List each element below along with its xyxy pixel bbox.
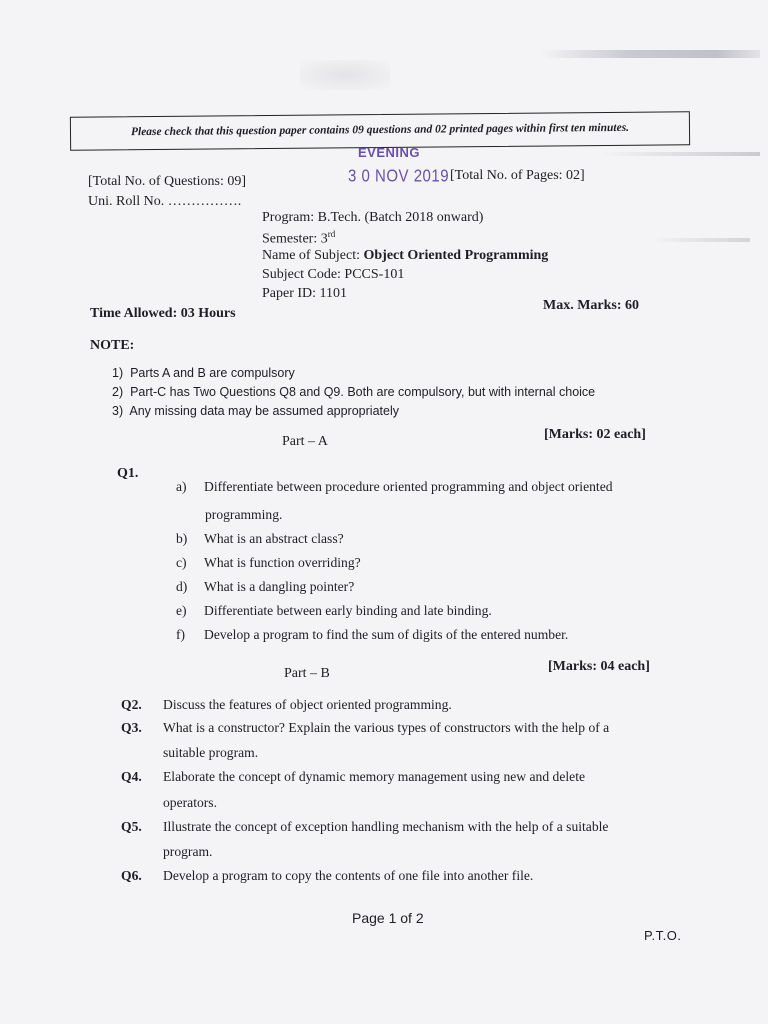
question (121, 720, 609, 736)
question-continuation: program. (163, 844, 213, 859)
subquestion-label: e) (176, 603, 187, 618)
question-number: Q1. (117, 466, 139, 481)
subquestion (176, 627, 568, 643)
subquestion-text: What is an abstract class? (204, 531, 344, 546)
subquestion-label: a) (176, 479, 187, 494)
question (121, 819, 608, 835)
instruction-text: Please check that this question paper contains 09 questions and 02 printed pages within first ten minutes. (130, 121, 630, 139)
semester-superscript: rd (327, 229, 336, 239)
question (121, 769, 585, 785)
question-number: Q5. (121, 819, 142, 834)
subquestion-label: b) (176, 531, 188, 546)
note-item (112, 402, 595, 421)
subject-name: Object Oriented Programming (363, 248, 549, 263)
question-number: Q2. (121, 697, 142, 712)
date-stamp: 3 0 NOV 2019 (348, 166, 450, 187)
question-text: What is a constructor? Explain the various types of constructors with the help of a (163, 720, 610, 735)
total-pages: [Total No. of Pages: 02] (450, 168, 585, 183)
subquestion (176, 555, 361, 571)
subject-code: Subject Code: PCCS-101 (262, 267, 405, 282)
semester-line (262, 229, 335, 248)
subject-label: Name of Subject: (262, 248, 364, 263)
question-text: Discuss the features of object oriented programming. (163, 697, 452, 712)
part-a-title: Part – A (282, 434, 328, 449)
subquestion (176, 579, 354, 595)
pto-label: P.T.O. (644, 928, 682, 943)
total-questions: [Total No. of Questions: 09] (88, 174, 247, 189)
question-text: Develop a program to copy the contents of one file into another file. (163, 868, 534, 883)
question-continuation: suitable program. (163, 745, 259, 760)
question-number: Q3. (121, 720, 142, 735)
note-number: 1) (112, 366, 124, 380)
subquestion-text: Differentiate between early binding and late binding. (204, 603, 492, 618)
question-number: Q6. (121, 868, 142, 883)
part-b-marks: [Marks: 04 each] (548, 659, 650, 674)
note-text: Part-C has Two Questions Q8 and Q9. Both are compulsory, but with internal choice (130, 385, 596, 399)
scan-smudge (650, 238, 750, 242)
subquestion-label: c) (176, 555, 187, 570)
subquestion-text: Develop a program to find the sum of digits of the entered number. (204, 627, 569, 642)
question-text: Illustrate the concept of exception handling mechanism with the help of a suitable (163, 819, 609, 834)
part-b-title: Part – B (284, 666, 330, 681)
subquestion (176, 479, 613, 495)
subquestion-label: d) (176, 579, 188, 594)
note-number: 3) (112, 404, 124, 418)
program-line: Program: B.Tech. (Batch 2018 onward) (262, 210, 484, 225)
notes-list (112, 364, 595, 421)
note-heading: NOTE: (90, 338, 135, 353)
note-number: 2) (112, 385, 124, 399)
time-allowed: Time Allowed: 03 Hours (90, 306, 236, 321)
note-item (112, 364, 595, 383)
question (121, 697, 452, 713)
subquestion-continuation: programming. (205, 507, 283, 522)
question-continuation: operators. (163, 795, 217, 810)
part-a-marks: [Marks: 02 each] (544, 427, 646, 442)
note-text: Any missing data may be assumed appropriately (129, 404, 399, 418)
question-number: Q4. (121, 769, 142, 784)
scan-smudge (600, 152, 760, 156)
subject-line (262, 248, 548, 264)
subquestion-text: What is a dangling pointer? (204, 579, 355, 594)
session-stamp: EVENING (358, 145, 421, 160)
note-item (112, 383, 595, 402)
max-marks: Max. Marks: 60 (543, 298, 640, 313)
scan-smudge (540, 50, 760, 58)
subquestion (176, 603, 492, 619)
semester-label: Semester: 3 (262, 231, 328, 247)
roll-number: Uni. Roll No. ……………. (88, 194, 242, 209)
note-text: Parts A and B are compulsory (130, 366, 295, 380)
page-number: Page 1 of 2 (352, 910, 424, 926)
subquestion-label: f) (176, 627, 186, 642)
subquestion-text: What is function overriding? (204, 555, 361, 570)
subquestion (176, 531, 344, 547)
paper-id: Paper ID: 1101 (262, 286, 348, 301)
question (121, 868, 533, 884)
question-text: Elaborate the concept of dynamic memory management using new and delete (163, 769, 586, 784)
bleed-through-mark (300, 60, 390, 90)
subquestion-text: Differentiate between procedure oriented programming and object oriented (204, 479, 613, 494)
